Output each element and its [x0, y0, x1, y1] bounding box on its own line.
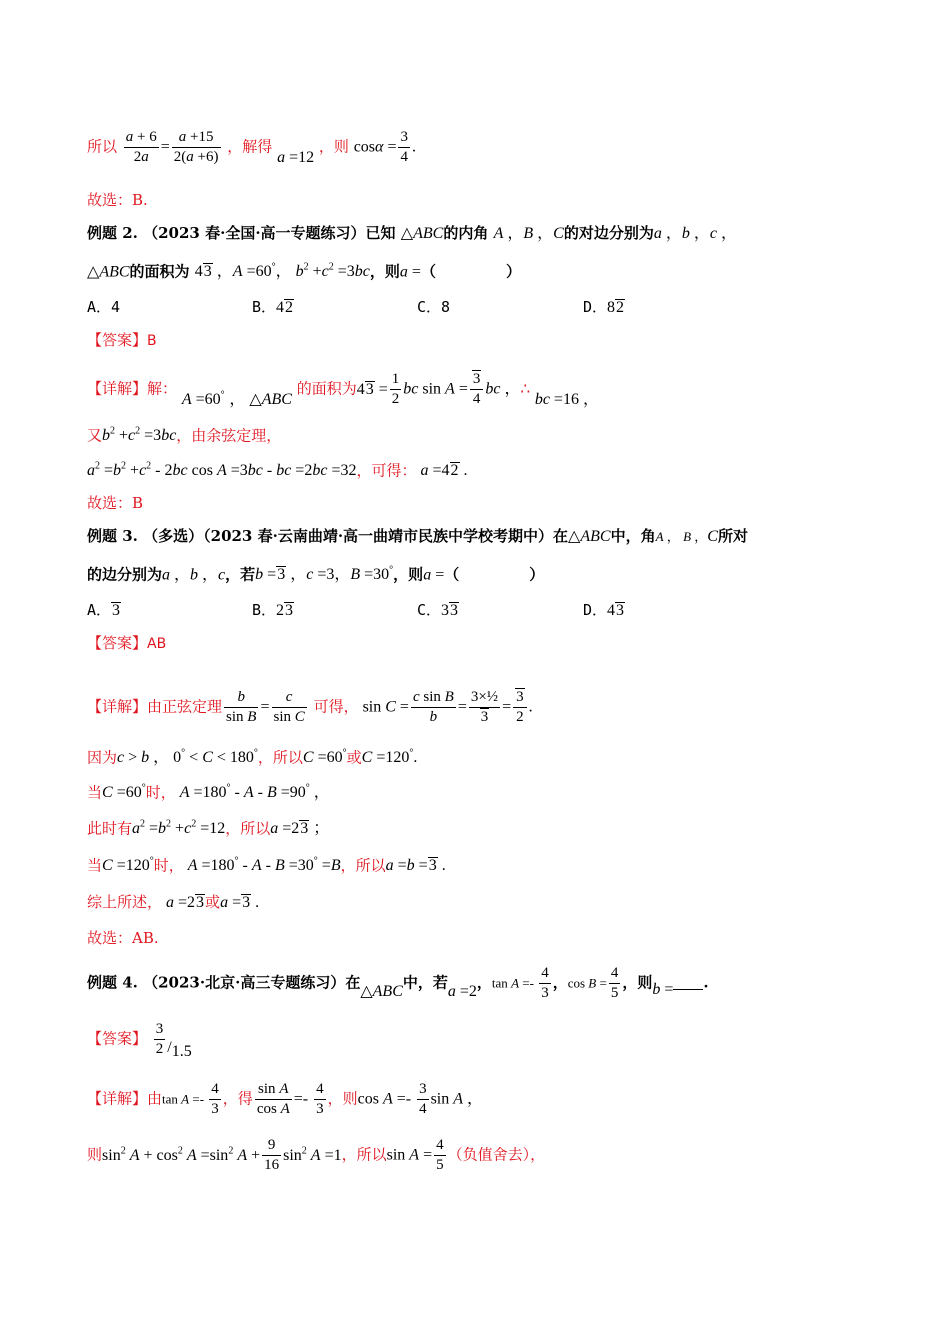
fraction: $\frac{1}{2}$: [391, 371, 400, 407]
text: 当: [87, 783, 103, 802]
text: 又: [87, 426, 103, 445]
text: 的对边分别为: [563, 224, 654, 242]
fraction: $\frac{3}{4}$: [419, 1081, 427, 1117]
example-3-title: 例题 3. （多选）（2023 春·云南曲靖·高一曲靖市民族中学校考期中）在△ABC中，角A ， B ，C所对: [87, 527, 748, 545]
fraction: $\frac{3}{2}$: [513, 688, 527, 727]
detail-tag: 【详解】: [87, 697, 148, 716]
text: 或: [346, 748, 362, 767]
text: 因为: [87, 748, 118, 767]
fraction: $\frac{\text{sin A}}{\text{cos A}}$: [256, 1081, 290, 1117]
option-label: D．: [583, 601, 608, 619]
detail-line: 当C =120°时， A =180° - A - B =30° =B，所以a =b =3 .: [87, 856, 446, 875]
fraction: $\frac{4}{5}$: [436, 1137, 444, 1173]
option-b[interactable]: B．23: [252, 601, 294, 619]
answer-line: [87, 330, 157, 351]
example-source: （多选）（2023 春·云南曲靖·高一曲靖市民族中学校考期中）在: [143, 527, 569, 545]
option-d[interactable]: D．43: [583, 601, 625, 619]
example-label: 例题 3.: [87, 527, 138, 545]
text: 当: [87, 856, 103, 875]
text: ，则: [327, 1089, 358, 1108]
text: （负值舍去），: [447, 1145, 546, 1164]
choose-line: 故选：AB.: [87, 929, 159, 947]
text: 或: [205, 893, 221, 911]
text: 可得，: [313, 697, 359, 716]
answer-blank[interactable]: [673, 977, 703, 990]
fraction: $\frac{c}{\text{sin C}}$: [273, 689, 305, 725]
option-a[interactable]: A．3: [87, 601, 121, 619]
fraction: $\frac{9}{16}$: [264, 1137, 280, 1173]
option-d[interactable]: D．82: [583, 298, 625, 316]
answer-alt: 1.5: [171, 1042, 192, 1060]
text: ，可得：: [356, 461, 417, 480]
paren: （: [420, 262, 436, 281]
fraction: $\frac{3}{2}$: [155, 1021, 164, 1057]
choose-line: 故选：B.: [87, 191, 148, 209]
example-2-title: 例题 2. （2023 春·全国·高一专题练习）已知 △ABC的内角 A ，B ，C的对边分别为a ，b ，c ，: [87, 224, 737, 242]
text: ，则: [622, 973, 653, 992]
detail-line: 此时有$a^2 =b^2 +c^2 =12$，所以a =23 ；: [87, 819, 330, 838]
text: ，所以: [341, 1145, 387, 1164]
text: 的边分别为: [87, 565, 163, 584]
option-b[interactable]: B．42: [252, 298, 294, 316]
text: ，所以: [340, 856, 386, 875]
text: ，则: [393, 565, 424, 584]
answer-tag: 【答案】: [87, 1029, 148, 1048]
example-3-line2: 的边分别为a ，b ，c，若b =3 ，c =3，B =30°，则a =（ ）: [87, 565, 545, 584]
fraction: $\frac{a + 6}{2a}$: [125, 129, 157, 165]
option-c[interactable]: C．8: [417, 298, 451, 316]
text: ，得: [222, 1089, 253, 1108]
fraction: $\frac{4}{3}$: [541, 965, 549, 1001]
option-label: D．: [583, 298, 608, 316]
example-4-title: 例题 4. （2023·北京·高三专题练习）在△ABC中，若a =2，tan A =- $\frac{4}{3}$ ，cos B = $\frac{4}{5}$ ，则b = .: [87, 965, 709, 1001]
text: 则: [87, 1145, 103, 1164]
answer-line: [87, 633, 166, 654]
paren: ）: [505, 262, 521, 281]
detail-line: 因为c > b ， 0° < C < 180°，所以C =60°或C =120°.: [87, 748, 418, 767]
fraction: $\frac{\text{c sin B}}{b}$: [412, 689, 454, 725]
text-then: ，则: [318, 137, 349, 156]
answer-line: 【答案】 $\frac{3}{2}$ /1.5: [87, 1021, 192, 1060]
answer-tag: 【答案】: [87, 331, 148, 349]
detail-line: 【详解】由tan A =- $\frac{4}{3}$ ，得 $\frac{\text{sin A}}{\text{cos A}}$ =- $\frac{4}{3}$ ，则cos A =- $\frac{3}{4}$ sin A ，: [87, 1081, 484, 1117]
detail-line: 【详解】解： A =60° ， △ABC 的面积为43 = $\frac{1}{2}$ bc sin A = $\frac{3}{4}$ bc ，∴ bc =16 ，: [87, 371, 599, 408]
option-label: B．: [252, 298, 277, 316]
fraction: $\frac{a +15}{2(a +6)}$: [173, 129, 219, 165]
choose-line: 故选：B: [87, 494, 144, 512]
option-label: A．: [87, 601, 112, 619]
option-label: C．: [417, 601, 442, 619]
text: 中，若: [402, 973, 448, 992]
example-label: 例题 2.: [87, 224, 138, 242]
answer-value: B: [147, 333, 157, 349]
option-c[interactable]: C．33: [417, 601, 459, 619]
fraction: $\frac{4}{3}$: [211, 1081, 219, 1117]
detail-tag: 【详解】: [87, 379, 148, 398]
detail-line: 则$\sin^2 A + \cos^2 A =\sin^2$ A + $\frac{9}{16}$ $\sin^2 A =1$，所以sin A = $\frac{4}{5}$ （负值舍去），: [87, 1137, 546, 1173]
therefore-icon: ∴: [520, 379, 531, 398]
text: ，所以: [225, 819, 271, 838]
text: 中，角: [610, 527, 656, 545]
option-label: B．: [252, 601, 277, 619]
example-label: 例题 4.: [87, 973, 138, 992]
text: ，由余弦定理，: [176, 426, 282, 445]
text: ，若: [225, 565, 256, 584]
fraction: $\frac{4}{3}$: [316, 1081, 324, 1117]
fraction: $\frac{3}{4}$: [400, 129, 408, 165]
fraction: $\frac{3}{4}$: [470, 370, 484, 409]
example-2-line2: △ABC的面积为 43 ，A =60°， $b^2 +c^2 =3bc$，则a =（ ）: [87, 262, 521, 281]
text: ，则: [369, 262, 400, 281]
detail-line: 综上所述， a =23或a =3 .: [87, 893, 260, 911]
text: 解：: [147, 379, 178, 398]
text: 此时有: [87, 819, 133, 838]
text: 由: [147, 1089, 163, 1108]
text: 的面积为: [296, 379, 357, 398]
detail-line: 当C =60°时， A =180° - A - B =90° ，: [87, 783, 330, 802]
fraction: $\frac{\text{3×½}}{3}$: [470, 689, 499, 725]
example-source: （2023·北京·高三专题练习）在: [143, 973, 361, 992]
text-solve: ，解得: [227, 137, 273, 156]
text: 的面积为: [129, 262, 190, 281]
answer-tag: 【答案】: [87, 634, 148, 652]
text: 的内角: [443, 224, 489, 242]
detail-line: $a^2 =b^2 +c^2 - 2bc$ cos A =3bc - bc =2bc =32，可得： a =42 .: [87, 461, 468, 480]
fraction: $\frac{4}{5}$: [610, 965, 619, 1001]
text-so: 所以: [87, 137, 118, 156]
solution-line: 所以 $\frac{a + 6}{2a}$ = $\frac{a +15}{2(a +6)}$ ，解得 a =12 ，则 cosα = $\frac{3}{4}$ .: [87, 129, 416, 166]
option-a[interactable]: A．4: [87, 298, 121, 316]
example-source: （2023 春·全国·高一专题练习）已知: [143, 224, 396, 242]
answer-value: AB: [147, 636, 167, 652]
detail-tag: 【详解】: [87, 1089, 148, 1108]
text: 所对: [717, 527, 748, 545]
text: 时，: [145, 783, 176, 802]
detail-line: 【详解】由正弦定理 $\frac{b}{\text{sin B}}$ = $\frac{c}{\text{sin C}}$ 可得， sin C = $\frac{\text{c sin B}}{b}$ = $\frac{\text{3×½}}{3}$ = $\frac{3}{2}$ .: [87, 689, 533, 725]
fraction: $\frac{b}{\text{sin B}}$: [226, 689, 257, 725]
text: 综上所述，: [87, 893, 163, 911]
detail-line: 又$b^2 +c^2 =3bc$，由余弦定理，: [87, 426, 282, 445]
text: 由正弦定理: [147, 697, 223, 716]
text: 时，: [153, 856, 184, 875]
text: ，所以: [257, 748, 303, 767]
